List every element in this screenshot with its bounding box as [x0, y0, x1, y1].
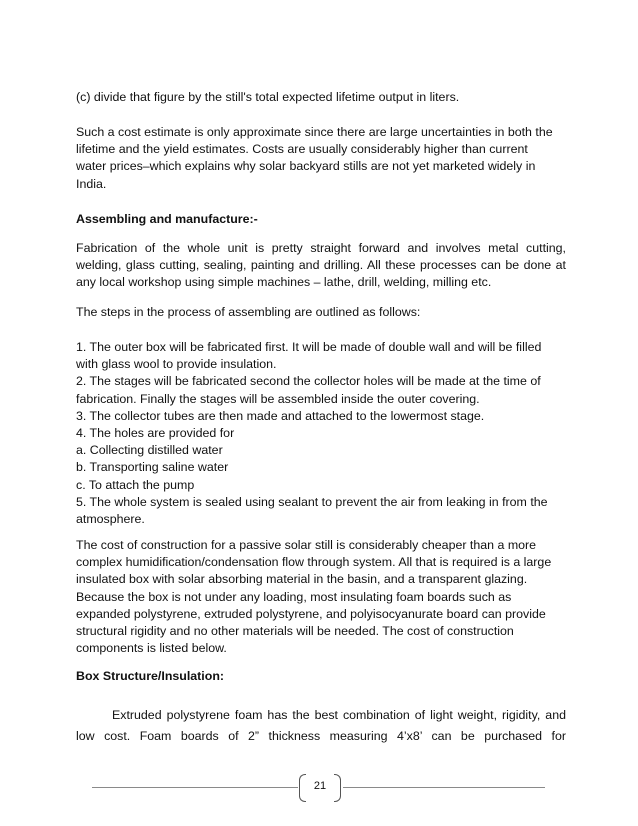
steps-list: [76, 339, 566, 528]
text-line: insulated box with solar absorbing material in the basin, and a transparent glazing.: [76, 572, 528, 587]
text-line: Extruded polystyrene foam has the best combination of light weight, rigidity, and: [112, 708, 566, 722]
text-line: The cost of construction for a passive solar still is considerably cheaper than a more: [76, 538, 537, 552]
steps-intro: The steps in the process of assembling are outlined as follows:: [76, 305, 421, 319]
footer-rule-left: [92, 787, 298, 788]
footer-bracket-right: [334, 774, 341, 802]
text-line: Such a cost estimate is only approximate since there are large uncertainties in both the: [76, 125, 553, 139]
list-item: with glass wool to provide insulation.: [76, 357, 277, 372]
text-line: any local workshop using simple machines – lathe, drill, welding, milling etc.: [76, 275, 492, 290]
para-c: [76, 89, 566, 106]
footer-rule-right: [343, 787, 545, 788]
text-line: structural rigidity and no other materials will be needed. The cost of construction: [76, 624, 514, 639]
list-item: 1. The outer box will be fabricated first. It will be made of double wall and will be filled: [76, 340, 542, 354]
list-item: atmosphere.: [76, 512, 145, 527]
list-item: c. To attach the pump: [76, 477, 195, 492]
text-line: water prices–which explains why solar backyard stills are not yet marketed widely in: [76, 159, 536, 174]
text-line: components is listed below.: [76, 641, 227, 656]
text-line: complex humidification/condensation flow through system. All that is required is a large: [76, 555, 552, 570]
page-number: 21: [313, 780, 327, 792]
text-line: Because the box is not under any loading, most insulating foam boards such as: [76, 589, 512, 604]
list-item: 3. The collector tubes are then made and attached to the lowermost stage.: [76, 408, 485, 423]
footer-bracket-left: [299, 774, 306, 802]
list-item: fabrication. Finally the stages will be assembled inside the outer covering.: [76, 391, 480, 406]
list-item: a. Collecting distilled water: [76, 443, 223, 458]
text-line: expanded polystyrene, extruded polystyrene, and polyisocyanurate board can provide: [76, 606, 546, 621]
text-line: low cost. Foam boards of 2” thickness measuring 4’x8’ can be purchased for: [76, 729, 566, 743]
heading-box-structure: Box Structure/Insulation:: [76, 669, 225, 683]
list-item: 2. The stages will be fabricated second the collector holes will be made at the time of: [76, 374, 541, 389]
text-line: (c) divide that figure by the still's total expected lifetime output in liters.: [76, 90, 460, 104]
cost-estimate-paragraph: [76, 124, 566, 193]
construction-cost-paragraph: [76, 537, 566, 657]
fabrication-paragraph: [76, 240, 566, 292]
list-item: 4. The holes are provided for: [76, 426, 235, 441]
box-structure-paragraph: [76, 705, 566, 747]
list-item: 5. The whole system is sealed using sealant to prevent the air from leaking in from the: [76, 494, 548, 509]
list-item: b. Transporting saline water: [76, 460, 229, 475]
text-line: India.: [76, 176, 107, 191]
text-line: welding, glass cutting, sealing, painting and drilling. All these processes can be done at: [76, 258, 566, 273]
heading-assembling: Assembling and manufacture:-: [76, 212, 258, 226]
text-line: Fabrication of the whole unit is pretty straight forward and involves metal cutting,: [76, 241, 566, 255]
text-line: lifetime and the yield estimates. Costs are usually considerably higher than current: [76, 142, 528, 157]
